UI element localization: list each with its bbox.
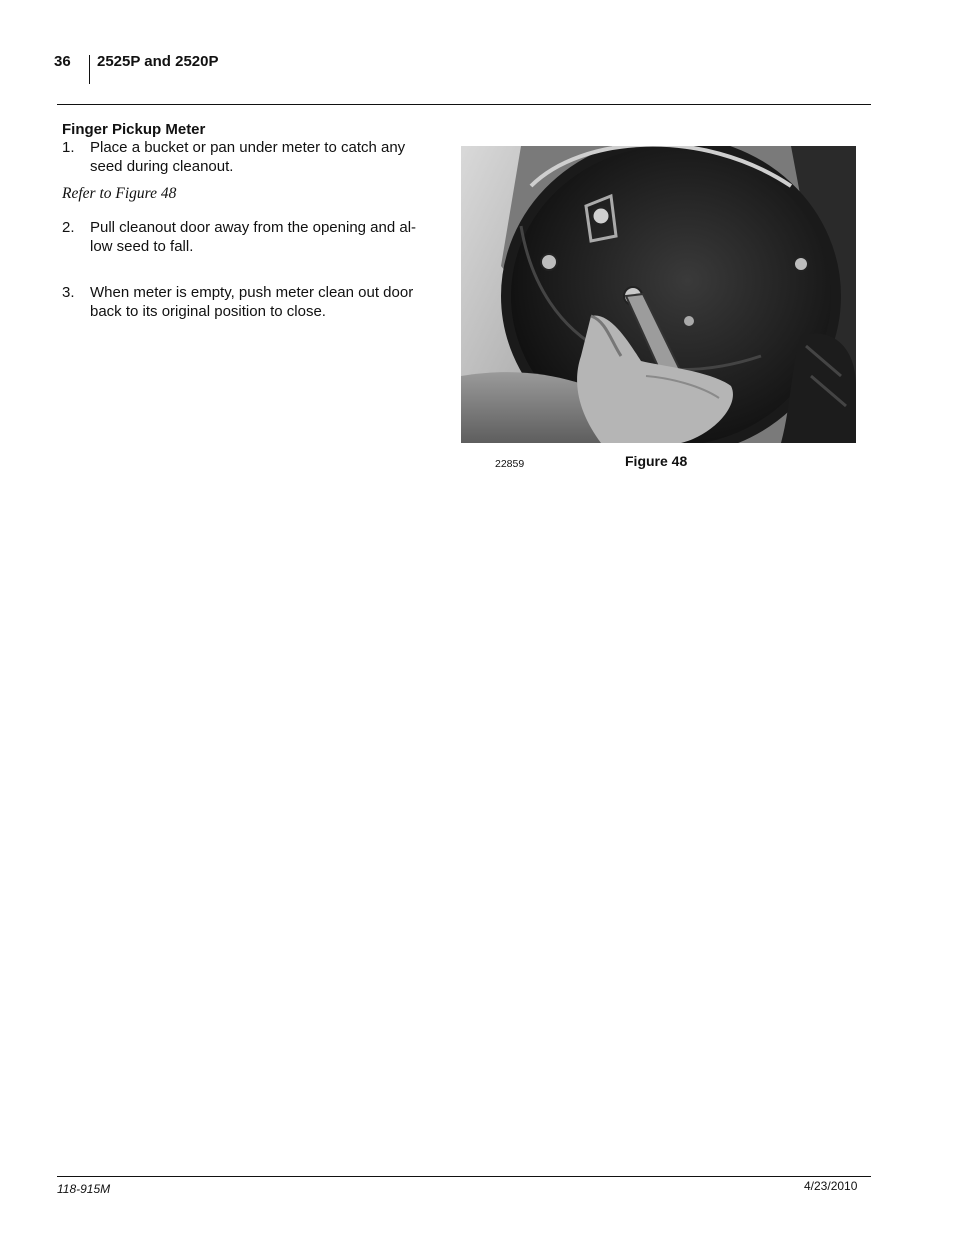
- footer-date: 4/23/2010: [804, 1179, 858, 1193]
- figure-photo: [461, 146, 856, 443]
- step-1: [62, 138, 422, 176]
- header-divider: [89, 55, 90, 84]
- step-number: 2.: [62, 219, 75, 236]
- step-text: When meter is empty, push meter clean out door back to its original position to close.: [90, 284, 414, 320]
- step-number: 1.: [62, 139, 75, 156]
- top-rule: [57, 104, 871, 105]
- refer-to-figure: Refer to Figure 48: [62, 185, 177, 202]
- page-number: 36: [54, 53, 71, 70]
- step-2: [62, 218, 422, 256]
- figure-id: 22859: [495, 458, 525, 470]
- step-text: Pull cleanout door away from the opening and al-low seed to fall.: [90, 219, 417, 255]
- step-text: Place a bucket or pan under meter to catch any seed during cleanout.: [90, 139, 406, 175]
- meter-photo-illustration: [461, 146, 856, 443]
- bottom-rule: [57, 1176, 871, 1177]
- section-heading: Finger Pickup Meter: [62, 121, 206, 138]
- figure-caption: Figure 48: [625, 453, 688, 469]
- step-3: [62, 283, 422, 321]
- header-title: 2525P and 2520P: [97, 53, 219, 70]
- step-number: 3.: [62, 284, 75, 301]
- footer-doc-number: 118-915M: [57, 1182, 111, 1196]
